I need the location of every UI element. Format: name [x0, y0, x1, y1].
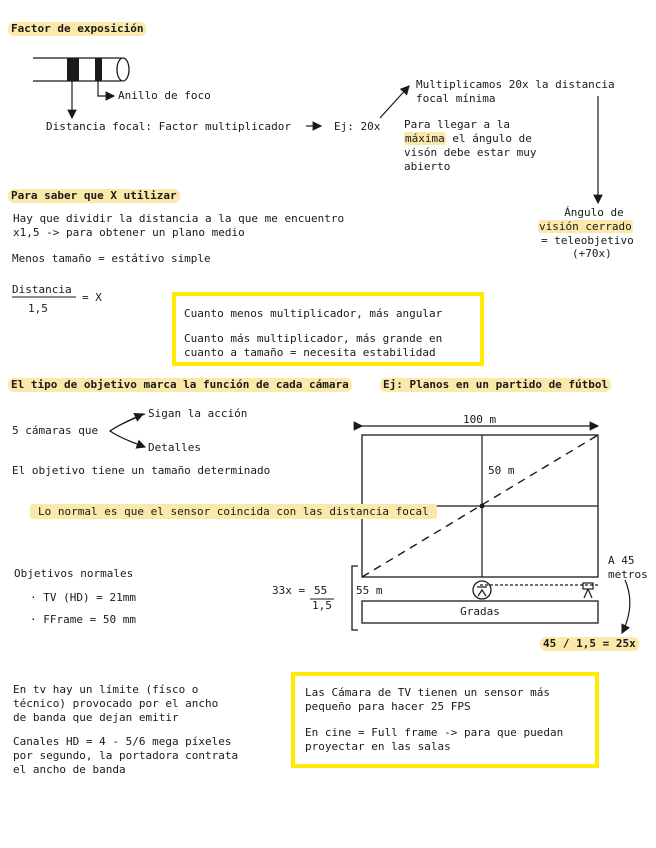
details-label: Detalles	[148, 441, 201, 454]
sensor-box	[291, 672, 599, 768]
sensor-box-line-1: Las Cámara de TV tienen un sensor más pequeño para hacer 25 FPS	[305, 686, 551, 713]
reach-note: Para llegar a la máxima el ángulo de visón debe estar muy abierto	[404, 118, 537, 173]
size-note: Menos tamaño = estátivo simple	[12, 252, 211, 265]
sensor-note: Lo normal es que el sensor coincida con las distancia focal	[30, 504, 437, 520]
multiplier-box-line-1: Cuanto menos multiplicador, más angular	[184, 307, 443, 320]
normal-lenses-label: Objetivos normales	[14, 567, 134, 580]
divide-note: Hay que dividir la distancia a la que me encuentro x1,5 -> para obtener un plano medio	[13, 212, 345, 239]
example-heading: Ej: Planos en un partido de fútbol	[380, 378, 611, 392]
hd-channels-note: Canales HD = 4 - 5/6 mega píxeles por segundo, la portadora contrata el ancho de banda	[13, 735, 239, 776]
fraction-result: = X	[82, 291, 102, 304]
calc-right-result: 45 / 1,5 = 25x	[540, 637, 639, 651]
fixed-size-note: El objetivo tiene un tamaño determinado	[12, 464, 271, 477]
multiply-note: Multiplicamos 20x la distancia focal mínima	[416, 78, 615, 105]
distance-label: A 45 metros	[608, 554, 648, 581]
angle-label-tele: = teleobjetivo	[541, 234, 634, 247]
football-field-diagram	[352, 426, 630, 633]
side-label: 55 m	[356, 584, 383, 597]
sensor-box-line-2: En cine = Full frame -> para que puedan proyectar en las salas	[305, 726, 564, 753]
branch-arrow	[380, 86, 409, 118]
field-width-label: 100 m	[463, 413, 497, 426]
fullframe-lens-item: · FFrame = 50 mm	[30, 613, 136, 626]
focal-distance-label: Distancia focal: Factor multiplicador	[46, 120, 292, 133]
section-heading-exposure: Factor de exposición	[8, 22, 146, 36]
fraction-numerator: Distancia	[12, 283, 72, 296]
section-heading-lens-type: El tipo de objetivo marca la función de cada cámara	[8, 378, 352, 392]
follow-action-label: Sigan la acción	[148, 407, 248, 420]
field-half-label: 50 m	[488, 464, 515, 477]
multiplier-box-line-2: Cuanto más multiplicador, más grande en cuanto a tamaño = necesita estabilidad	[184, 332, 443, 359]
calc-denominator: 1,5	[312, 599, 332, 612]
fraction-denominator: 1,5	[28, 302, 48, 315]
stands-label: Gradas	[460, 605, 500, 618]
angle-label-1: Ángulo de	[564, 206, 624, 219]
distance-curve-arrow	[622, 580, 630, 633]
cameras-brace	[110, 414, 145, 447]
example-20x-label: Ej: 20x	[334, 120, 381, 133]
tv-limit-note: En tv hay un límite (físco o técnico) provocado por el ancho de banda que dejan emitir	[13, 683, 219, 724]
multiplier-box	[172, 292, 484, 366]
cameras-label: 5 cámaras que	[12, 424, 99, 437]
angle-label-closed: visión cerrado	[539, 220, 632, 233]
calc-numerator: 55	[314, 584, 328, 597]
camera-icon	[473, 581, 491, 599]
calc-left-label: 33x =	[272, 584, 306, 597]
focus-ring-label: Anillo de foco	[118, 89, 211, 102]
lens-sketch	[33, 58, 129, 81]
tv-lens-item: · TV (HD) = 21mm	[30, 591, 136, 604]
focus-ring-arrow	[98, 81, 114, 96]
angle-label-70x: (+70x)	[572, 247, 612, 260]
section-heading-which-x: Para saber que X utilizar	[8, 189, 180, 203]
